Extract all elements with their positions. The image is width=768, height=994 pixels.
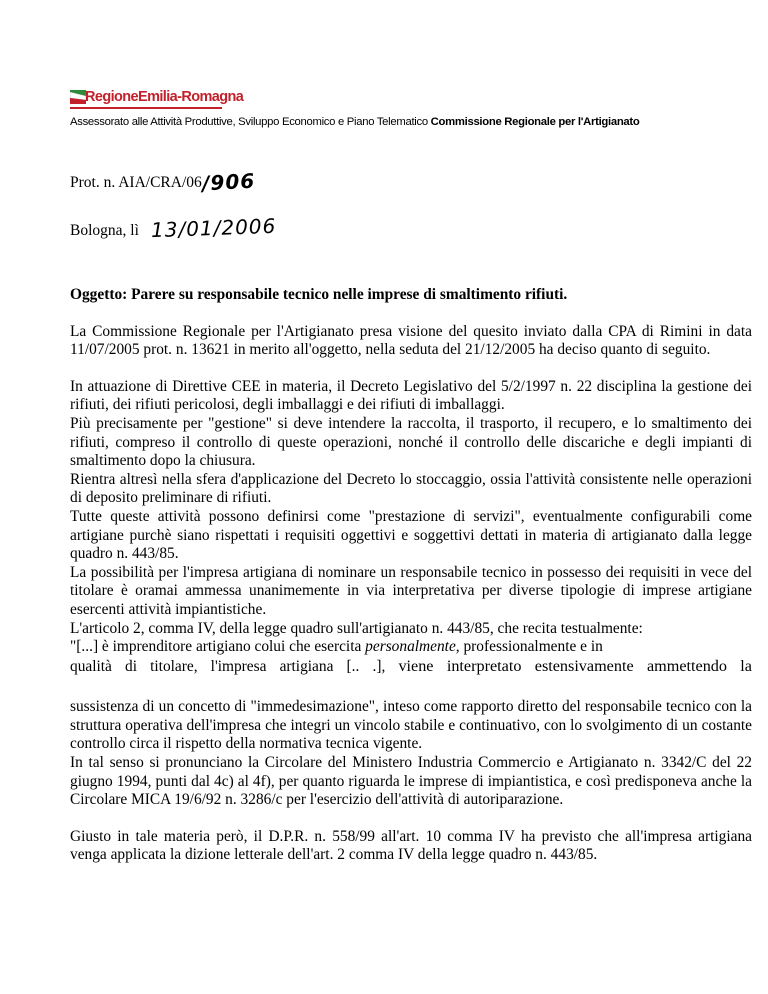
quote-text: professionalmente e in <box>459 638 603 656</box>
paragraph: Più precisamente per "gestione" si deve intendere la raccolta, il trasporto, il recupero, e lo smaltimento dei rifiuti, compreso il controllo di queste operazioni, nonché il controllo delle discariche e degli impianti di smaltimento dopo la chiusura. <box>70 414 752 470</box>
protocol-label: Prot. n. AIA/CRA/06 <box>70 174 202 191</box>
department-line <box>70 116 760 128</box>
logo-underline <box>70 107 222 109</box>
interpretation-text: viene interpretato estensivamente ammettendo la <box>398 656 752 675</box>
quote-text: qualità di titolare, l'impresa artigiana [.. .], <box>70 657 399 675</box>
protocol-handwritten: /906 <box>201 168 256 196</box>
paragraph: In tal senso si pronunciano la Circolare del Ministero Industria Commercio e Artigianato n. 3342/C del 22 giugno 1994, punti dal 4c) al 4f), per quanto riguarda le imprese di impiantistica, e così predisponeva anche la Circolare MICA 19/6/92 n. 3286/c per l'esercizio dell'attività di autoriparazione. <box>70 754 752 809</box>
paragraph: La possibilità per l'impresa artigiana di nominare un responsabile tecnico in possesso dei requisiti in vece del titolare è oramai ammessa unanimemente in via interpretativa per diverse tipologie di imprese artigiane esercenti attività impiantistiche. <box>70 563 752 618</box>
letter-body <box>70 286 752 865</box>
commission-name: Commissione Regionale per l'Artigianato <box>430 116 640 128</box>
place-date <box>70 213 277 243</box>
quote-line <box>70 657 752 677</box>
paragraph: La Commissione Regionale per l'Artigianato presa visione del quesito inviato dalla CPA di Rimini in data 11/07/2005 prot. n. 13621 in merito all'oggetto, nella seduta del 21/12/2005 ha deciso quanto di seguito. <box>70 322 752 359</box>
quote-italic: personalmente, <box>365 638 460 656</box>
paragraph: Tutte queste attività possono definirsi come "prestazione di servizi", eventualmente configurabili come artigiane purchè siano rispettati i requisiti oggettivi e soggettivi dettati in materia di artigianato dalla legge quadro n. 443/85. <box>70 507 752 563</box>
quote-line <box>70 638 752 657</box>
logo-text: RegioneEmilia-Romagna <box>85 89 244 105</box>
place-date-label: Bologna, lì <box>70 222 139 239</box>
quote-text: "[...] è imprenditore artigiano colui che esercita <box>70 638 366 656</box>
paragraph: Giusto in tale materia però, il D.P.R. n. 558/99 all'art. 10 comma IV ha previsto che all'impresa artigiana venga applicata la dizione letterale dell'art. 2 comma IV della legge quadro n. 443/85. <box>70 827 752 864</box>
paragraph: In attuazione di Direttive CEE in materia, il Decreto Legislativo del 5/2/1997 n. 22 disciplina la gestione dei rifiuti, dei rifiuti pericolosi, degli imballaggi e dei rifiuti di imballaggi. <box>70 377 752 414</box>
date-handwritten: 13/01/2006 <box>150 213 277 243</box>
paragraph: L'articolo 2, comma IV, della legge quadro sull'artigianato n. 443/85, che recita testualmente: <box>70 619 643 637</box>
protocol-number <box>70 168 256 196</box>
department-name: Assessorato alle Attività Produttive, Sviluppo Economico e Piano Telematico <box>70 116 428 128</box>
subject-line: Oggetto: Parere su responsabile tecnico nelle imprese di smaltimento rifiuti. <box>70 286 568 303</box>
paragraph: Rientra altresì nella sfera d'applicazione del Decreto lo stoccaggio, ossia l'attività consistente nelle operazioni di deposito preliminare di rifiuti. <box>70 470 752 507</box>
paragraph: sussistenza di un concetto di "immedesimazione", inteso come rapporto diretto del responsabile tecnico con la struttura operativa dell'impresa che integri un vincolo stabile e continuativo, con lo svolgimento di un costante controllo circa il rispetto della normativa tecnica vigente. <box>70 698 752 753</box>
emilia-romagna-flag-icon <box>70 90 86 104</box>
region-logo <box>70 89 244 112</box>
